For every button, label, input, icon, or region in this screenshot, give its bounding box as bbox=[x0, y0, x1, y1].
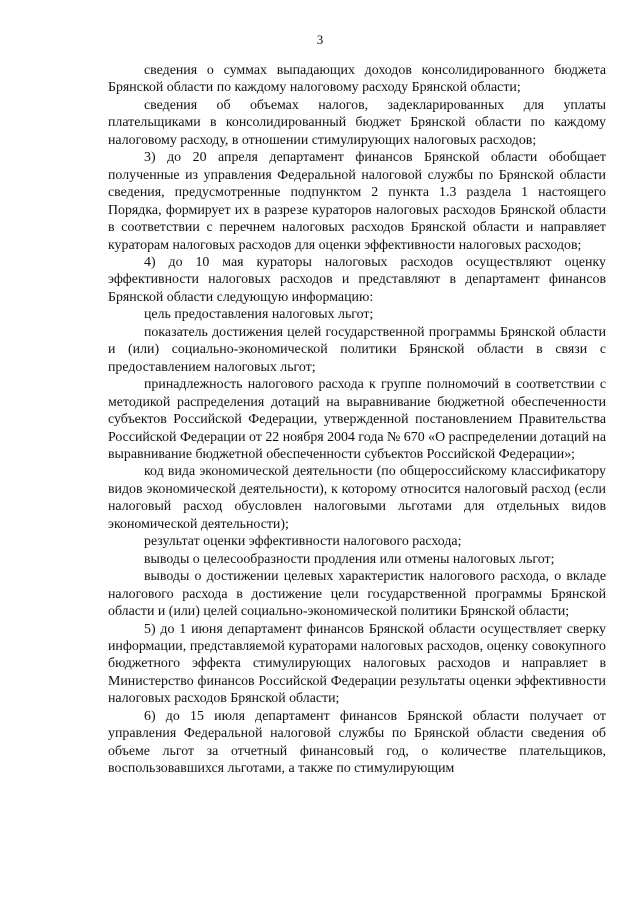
paragraph-evaluation-result: результат оценки эффективности налогового расхода; bbox=[144, 534, 462, 550]
paragraph-declared-taxes-info: сведения об объемах налогов, задекларированных для уплаты плательщиками в консолидированный бюджет Брянской области по каждому налоговому расходу, в отношении стимулирующих налоговых расходов; bbox=[108, 97, 606, 148]
paragraph-lost-revenue-info: сведения о суммах выпадающих доходов консолидированного бюджета Брянской области по каждому налоговому расходу Брянской области; bbox=[108, 63, 606, 96]
paragraph-item-4: 4) до 10 мая кураторы налоговых расходов осуществляют оценку эффективности налоговых расходов и представляют в департамент финансов Брянской области следующую информацию: bbox=[108, 254, 606, 305]
paragraph-item-5: 5) до 1 июня департамент финансов Брянской области осуществляет сверку информации, представляемой кураторами налоговых расходов, оценку совокупного бюджетного эффекта стимулирующих налоговых расходов и направляет в Министерство финансов Российской Федерации результаты оценки эффективности налоговых расходов Брянской области; bbox=[108, 621, 606, 707]
document-body bbox=[108, 62, 606, 778]
paragraph-target-conclusions: выводы о достижении целевых характеристик налогового расхода, о вкладе налогового расхода в достижение цели государственной программы Брянской области и (или) целей социально-экономической политики Брянской области; bbox=[108, 569, 606, 620]
paragraph-item-6: 6) до 15 июля департамент финансов Брянской области получает от управления Федеральной налоговой службы по Брянской области сведения об объеме льгот за отчетный финансовый год, о количестве плательщиков, воспользовавшихся льготами, а также по стимулирующим bbox=[108, 708, 606, 777]
paragraph-goal: цель предоставления налоговых льгот; bbox=[144, 307, 374, 323]
paragraph-activity-code: код вида экономической деятельности (по общероссийскому классификатору видов экономической деятельности), к которому относится налоговый расход (если налоговый расход обусловлен налоговыми льготами для отдельных видов экономической деятельности); bbox=[108, 464, 606, 532]
paragraph-indicator: показатель достижения целей государственной программы Брянской области и (или) социально-экономической политики Брянской области в связи с предоставлением налоговых льгот; bbox=[108, 324, 606, 375]
page-number: 3 bbox=[316, 32, 324, 47]
paragraph-item-3: 3) до 20 апреля департамент финансов Брянской области обобщает полученные из управления Федеральной налоговой службы по Брянской области сведения, предусмотренные подпунктом 2 пункта 1.3 раздела 1 настоящего Порядка, формирует их в разрезе кураторов налоговых расходов Брянской области в соответствии с перечнем налоговых расходов Брянской области и направляет кураторам налоговых расходов для оценки эффективности налоговых расходов; bbox=[108, 150, 606, 253]
paragraph-powers-group: принадлежность налогового расхода к группе полномочий в соответствии с методикой распределения дотаций на выравнивание бюджетной обеспеченности субъектов Российской Федерации, утвержденной постановлением Правительства Российской Федерации от 22 ноября 2004 года № 670 «О распределении дотаций на выравнивание бюджетной обеспеченности субъектов Российской Федерации»; bbox=[108, 377, 606, 462]
paragraph-expediency-conclusions: выводы о целесообразности продления или отмены налоговых льгот; bbox=[144, 551, 555, 567]
